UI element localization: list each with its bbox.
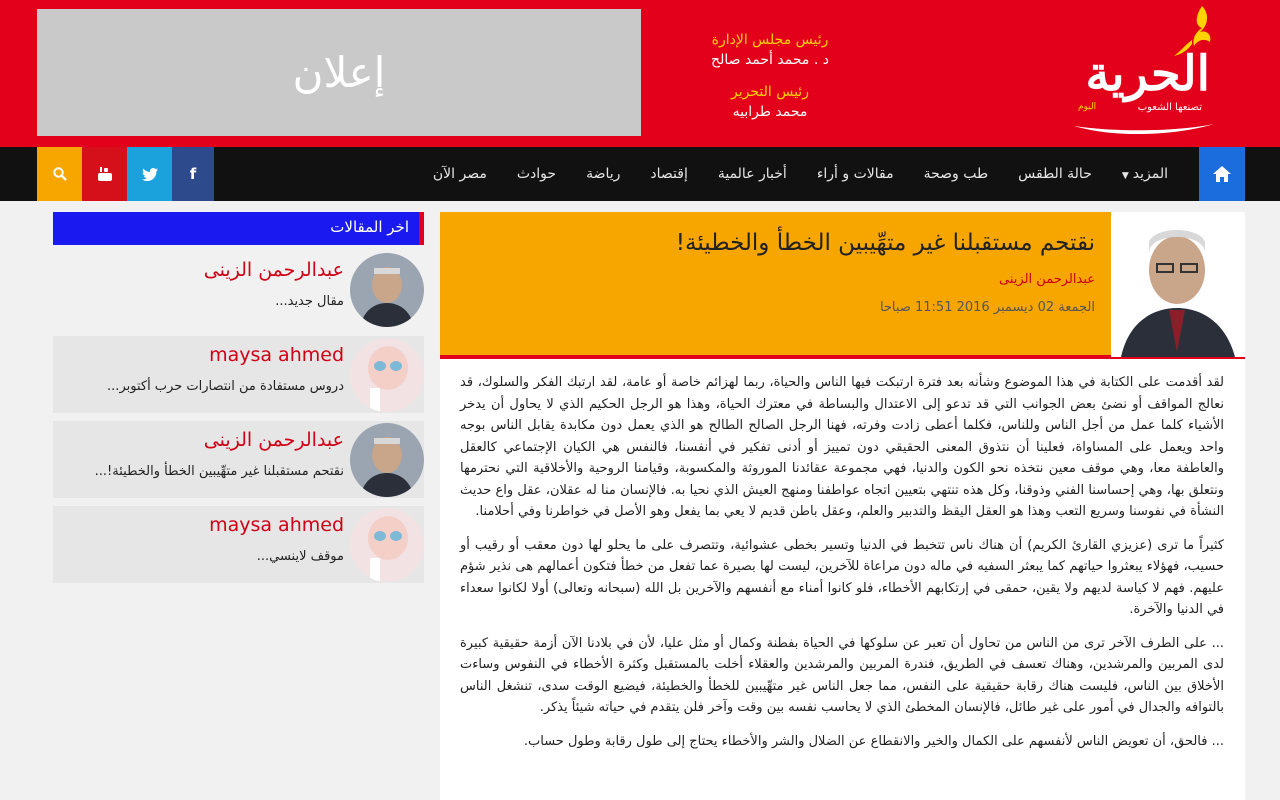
logo-name: الحرية <box>1085 46 1210 102</box>
nav-item-health[interactable]: طب وصحة <box>923 166 989 182</box>
author-photo <box>1111 212 1245 357</box>
article-paragraph: ... على الطرف الآخر ترى من الناس من تحاول أن تعبر عن سلوكها في الحياة بفطنة وكمال أو مثل عليا، لأن في بلادنا الآن أزمة حقيقية كبيرة لدى المربين والمرشدين، وهناك تعسف في الطريق، فندرة المربين والمرشدين والعقلاء أخلت بالمستقبل وكثرة الأخطاء في النفوس وساءت الأخلاق بين الناس، فليست هناك رقابة حقيقية على النفس، مما جعل الناس غير متهِّيبين للخطأ والخطيئة، فيضيع الوقت سدى، تنشغل الناس بالتوافه والجدال في أمور على غير طائل، فالإنسان المخطئ الذي لا يحاسب نفسه بين وقت وآخر فلن يتقدم في حياته شيئاً يذكر. <box>460 635 1224 715</box>
facebook-icon: f <box>189 165 197 183</box>
article-date: الجمعة 02 ديسمبر 2016 11:51 صباحا <box>879 300 1095 315</box>
nav-more-label: المزيد <box>1132 166 1168 182</box>
logo-swoosh <box>1074 122 1214 136</box>
nav-item-incidents[interactable]: حوادث <box>516 166 557 182</box>
card-title[interactable]: موقف لاينسي... <box>256 549 344 564</box>
sidebar-title: اخر المقالات <box>53 212 424 245</box>
nav-item-more[interactable] <box>1107 166 1183 182</box>
chairman-name: د . محمد أحمد صالح <box>711 52 829 68</box>
ad-label: إعلان <box>292 48 386 97</box>
masthead <box>660 30 880 134</box>
facebook-button[interactable] <box>172 147 214 201</box>
youtube-icon <box>97 166 113 182</box>
caret-down-icon: ▼ <box>1121 171 1129 181</box>
home-icon <box>1213 166 1231 182</box>
list-item[interactable] <box>53 336 424 413</box>
youtube-button[interactable] <box>82 147 127 201</box>
article-author[interactable]: عبدالرحمن الزينى <box>999 272 1095 287</box>
list-item[interactable] <box>53 506 424 583</box>
nav-menu <box>418 147 1183 201</box>
editor-name: محمد طرابيه <box>732 104 808 120</box>
card-author[interactable]: maysa ahmed <box>209 514 344 536</box>
article-paragraph: لقد أقدمت على الكتابة في هذا الموضوع وشأنه بعد فترة ارتبكت فيها الناس والحياة، ربما لهزائم خاصة أو عامة، لقد ارتبك الفكر والسلوك، قد نعالج المواقف أو نضئ بعض الجوانب التي قد تدعو إلى الاعتدال والبساطة في معترك الحياة، وهذا هو الرجل الحكيم الذي لا يحاول أن يدخر الأشياء كلما عمل من أجل الناس وللناس، فكلما أعطى زادت وفرته، فهنا الرجل الصالح الطالح هو الذي يعمل دون مكابدة يقابل الناس بوجه واحد ويعمل على المساواة، فعلينا أن نتذوق المعنى الحقيقي دون تمييز أو أدنى تفكير في أنفسنا، فالنفس هي الكيان الإجتماعي كالعقل والعاطفة معا، وهي موقف معين نتخذه نحو الكون والدنيا، فهي مجموعة عقائدنا الموروثة والمكسوبة، وقيامنا الروحية والأخلاقية التي نحترمها ونتعلق بها، وهي إحساسنا الفني وذوقنا، وكل هذه تنتهي بتعيين اتجاه عواطفنا ومنهج العيش الذي نحيا به. فالإنسان منا له عقلان، عقل واع حديث النشأة في نفوسنا وسريع التعب وهذا هو العقل اليقظ والتدبير والعلم، وعقل باطن قديم لا يعي بما يفعل وهو الأصل في خواطرنا وفي أحلامنا. <box>460 375 1224 519</box>
search-button[interactable] <box>37 147 82 201</box>
chairman-role: رئيس مجلس الإدارة <box>711 32 829 48</box>
author-avatar <box>350 423 424 497</box>
card-title[interactable]: نقتحم مستقبلنا غير متهِّيبين الخطأ والخطيئة!... <box>94 464 344 479</box>
site-logo[interactable] <box>1068 4 1228 140</box>
nav-item-egypt-now[interactable]: مصر الآن <box>432 166 487 182</box>
home-button[interactable] <box>1199 147 1245 201</box>
logo-day: اليوم <box>1078 102 1097 112</box>
nav-item-opinions[interactable]: مقالات و أراء <box>816 166 894 182</box>
article-title: نقتحم مستقبلنا غير متهِّيبين الخطأ والخطيئة! <box>675 230 1095 256</box>
site-header <box>0 0 1280 147</box>
twitter-icon <box>142 168 158 181</box>
list-item[interactable] <box>53 251 424 328</box>
ad-banner[interactable] <box>37 9 641 136</box>
twitter-button[interactable] <box>127 147 172 201</box>
logo-tagline: تصنعها الشعوب <box>1137 102 1202 113</box>
author-avatar <box>350 508 424 582</box>
card-author[interactable]: maysa ahmed <box>209 344 344 366</box>
main-nav <box>0 147 1280 201</box>
nav-item-weather[interactable]: حالة الطقس <box>1018 166 1092 182</box>
article <box>440 212 1245 800</box>
card-title[interactable]: دروس مستفادة من انتصارات حرب أكتوبر... <box>107 379 344 394</box>
author-avatar <box>350 338 424 412</box>
card-author[interactable]: عبدالرحمن الزينى <box>203 259 344 281</box>
nav-item-sports[interactable]: رياضة <box>586 166 621 182</box>
card-author[interactable]: عبدالرحمن الزينى <box>203 429 344 451</box>
search-icon <box>53 167 67 181</box>
article-header <box>440 212 1245 359</box>
article-paragraph: ... فالحق، أن تعويض الناس لأنفسهم على الكمال والخير والانقطاع عن الضلال والشر والأخطاء يحتاج إلى طول رقابة وطول حساب. <box>523 733 1224 749</box>
card-title[interactable]: مقال جديد... <box>275 294 344 309</box>
article-body <box>460 372 1224 764</box>
nav-item-world-news[interactable]: أخبار عالمية <box>717 166 787 182</box>
list-item[interactable] <box>53 421 424 498</box>
article-paragraph: كثيراً ما ترى (عزيزي القارئ الكريم) أن هناك ناس تتخبط في الدنيا وتسير بخطى عشوائية، وتتصرف على ما يحلو لها دون معقب أو رقيب أو حسيب، فهؤلاء يبعثروا حياتهم كما يبعثر السفيه في ماله دون مراعاة للآخرين، ليست لها بصيرة عما تفعل من خطأ فتكون أعمالهم هى نذير شؤم عليهم. فهم لا كياسة لديهم ولا يقين، حمقى في إرتكابهم الأخطاء، فلو كانوا أمناء مع أنفسهم والآخرين بل الله (سبحانه وتعالى) أولا لكانوا سعداء في الدنيا والآخرة. <box>460 537 1224 617</box>
author-avatar <box>350 253 424 327</box>
editor-role: رئيس التحرير <box>731 84 809 100</box>
latest-articles-sidebar <box>53 212 424 583</box>
nav-item-economy[interactable]: إقتصاد <box>650 166 688 182</box>
